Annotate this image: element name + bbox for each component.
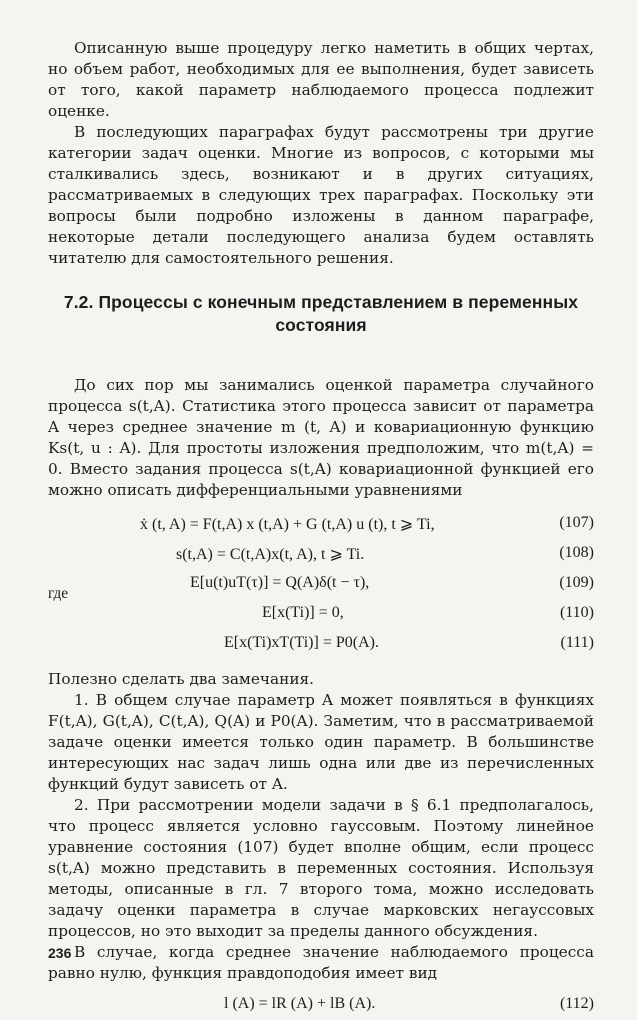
book-page [48,38,594,1020]
equation-110-expr: E[x(Ti)] = 0, [262,604,344,621]
equation-107 [48,509,594,539]
intro-paragraph: До сих пор мы занимались оценкой параметра случайного процесса s(t,A). Статистика этого процесса зависит от параметра A через среднее значение m (t, A) и ковариационную функцию Ks(t, u : A). Для простоты изложения предположим, что m(t,A) = 0. Вместо задания процесса s(t,A) ковариационной функцией его можно описать дифференциальными уравнениями [48,376,594,499]
where-label: где [48,585,69,602]
equation-107-number: (107) [559,514,594,531]
equation-111-expr: E[x(Ti)xT(Ti)] = P0(A). [224,634,379,651]
equation-112 [48,990,594,1020]
equation-111-number: (111) [560,634,594,651]
equation-112-expr: l (A) = lR (A) + lB (A). [224,995,376,1012]
equation-112-number: (112) [559,995,594,1012]
equation-block [48,509,594,659]
equation-109-expr: E[u(t)uT(τ)] = Q(A)δ(t − τ), [190,574,370,591]
equation-111 [48,629,594,659]
equation-109-number: (109) [559,574,594,591]
final-paragraph: В случае, когда среднее значение наблюдаемого процесса равно нулю, функция правдоподобия имеет вид [48,943,594,982]
remark-2: 2. При рассмотрении модели задачи в § 6.1 предполагалось, что процесс является условно гауссовым. Поэтому линейное уравнение состояния (107) будет вполне общим, если процесс s(t,A) можно представить в переменных состояния. Используя методы, описанные в гл. 7 второго тома, можно исследовать задачу оценки параметра в случае марковских негауссовых процессов, но это выходит за пределы данного обсуждения. [48,796,594,940]
equation-108-number: (108) [559,544,594,561]
remark-1: 1. В общем случае параметр A может появляться в функциях F(t,A), G(t,A), C(t,A), Q(A) и P0(A). Заметим, что в рассматриваемой задаче оценки имеется только один параметр. В большинстве интересующих нас задач лишь одна или две из перечисленных функций будут зависеть от A. [48,691,594,793]
page-number: 236 [48,945,72,961]
remarks-intro: Полезно сделать два замечания. [48,670,315,688]
equation-109 [48,569,594,602]
paragraph-1: Описанную выше процедуру легко наметить в общих чертах, но объем работ, необходимых для ее выполнения, будет зависеть от того, какой параметр наблюдаемого процесса подлежит оценке. [48,39,594,120]
equation-107-expr: ẋ (t, A) = F(t,A) x (t,A) + G (t,A) u (t), t ⩾ Ti, [140,516,435,533]
equation-108 [48,539,594,569]
equation-108-expr: s(t,A) = C(t,A)x(t, A), t ⩾ Ti. [176,546,365,563]
section-heading: 7.2. Процессы с конечным представлением в переменных состояния [63,292,579,335]
equation-110-number: (110) [559,604,594,621]
paragraph-2: В последующих параграфах будут рассмотрены три другие категории задач оценки. Многие из вопросов, с которыми мы сталкивались здесь, возникают и в других ситуациях, рассматриваемых в следующих трех параграфах. Поскольку эти вопросы были подробно изложены в данном параграфе, некоторые детали последующего анализа будем оставлять читателю для самостоятельного решения. [48,123,594,267]
equation-110 [48,599,594,629]
